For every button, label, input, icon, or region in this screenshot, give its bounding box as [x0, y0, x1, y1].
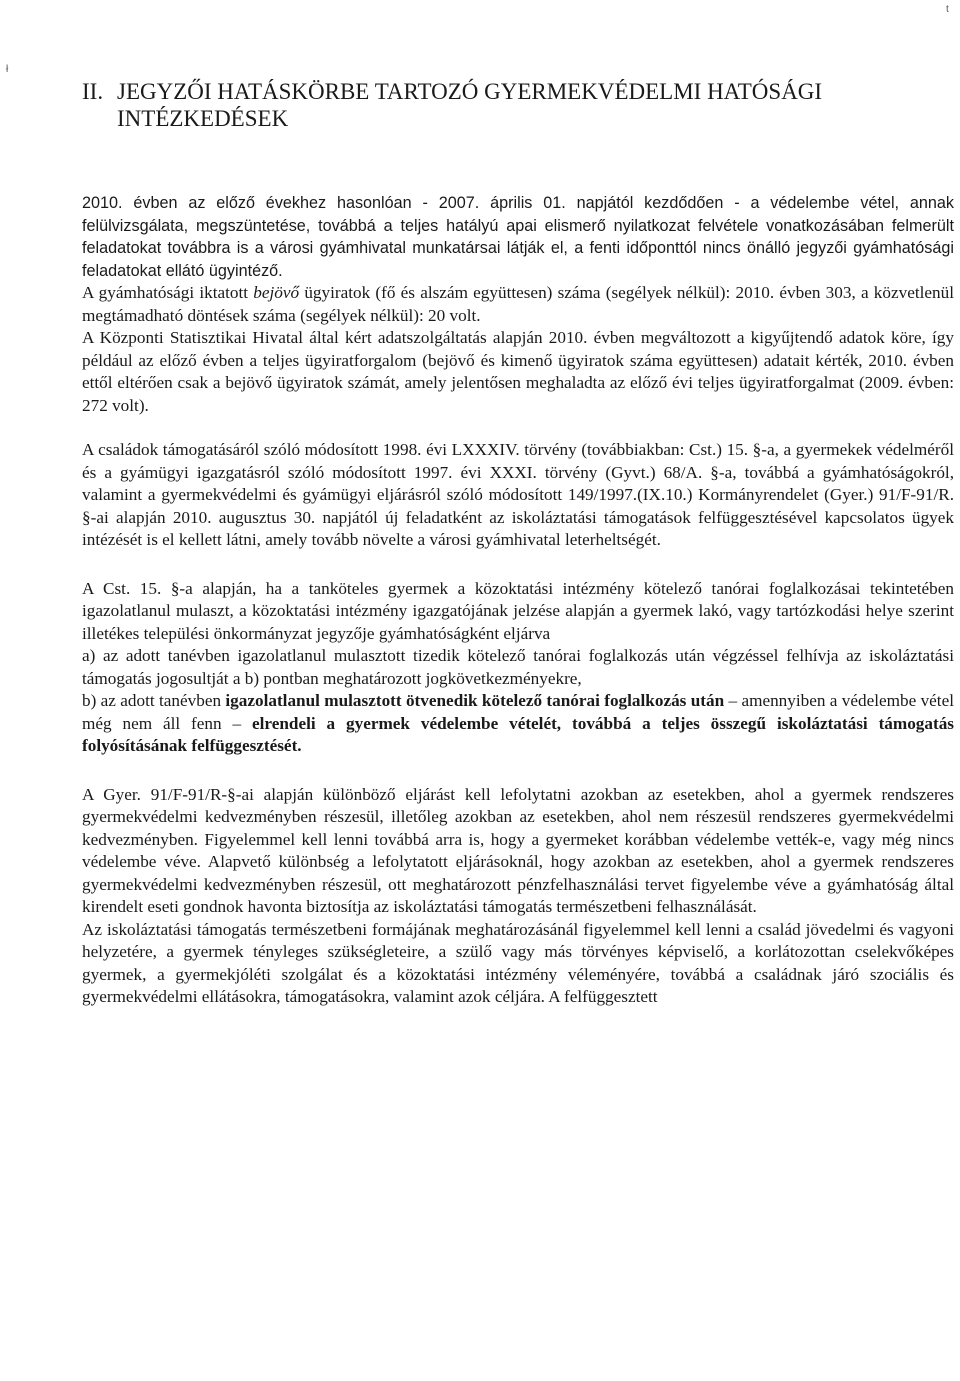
- page-margin-mark: ł: [6, 64, 9, 75]
- page-corner-mark: t: [946, 4, 949, 15]
- paragraph-in-kind-support: Az iskoláztatási támogatás természetbeni formájának meghatározásánál figyelemmel kell lenni a család jövedelmi és vagyoni helyzetére, a gyermek tényleges szükségleteire, a szülő vagy más törvényes képviselő, a korlátozottan cselekvőképes gyermek, a gyermekjóléti szolgálat és a közoktatási intézmény véleményére, továbbá a családnak járó szociális és gyermekvédelmi ellátásokra, támogatásokra, valamint azok céljára. A felfüggesztett: [82, 919, 954, 1006]
- paragraph-cst-15: A Cst. 15. §-a alapján, ha a tanköteles gyermek a közoktatási intézmény kötelező tanórai foglalkozásai tekintetében igazolatlanul mulaszt, a közoktatási intézmény igazgatójának jelzése alapján a gyermek lakó, vagy tartózkodási helye szerint illetékes települési önkormányzat jegyzője gyámhatóságként eljárva: [82, 578, 954, 643]
- section-number: II.: [82, 79, 104, 104]
- paragraph-procedure: A Gyer. 91/F-91/R-§-ai alapján különböző eljárást kell lefolytatni azokban az esetekben, ahol a gyermek rendszeres gyermekvédelmi kedvezményben részesül, illetőleg azokban az esetekben, ahol nem részesül rendszeres gyermekvédelmi kedvezményben. Figyelemmel kell lenni továbbá arra is, hogy a gyermeket korábban védelembe vették-e, vagy még nincs védelembe véve. Alapvető különbség a lefolytatott eljárásoknál, hogy azokban az esetekben, ahol a gyermek rendszeres gyermekvédelmi kedvezményben részesül, ott meghatározott pénzfelhasználási tervet figyelembe véve a gyámhatóság által kirendelt eseti gondnok havonta biztosítja az iskoláztatási támogatás természetbeni felhasználását.: [82, 784, 954, 916]
- section-title: JEGYZŐI HATÁSKÖRBE TARTOZÓ GYERMEKVÉDELMI HATÓSÁGI INTÉZKEDÉSEK: [117, 79, 823, 131]
- section-heading: [82, 78, 954, 132]
- paragraph-point-b: b) az adott tanévben igazolatlanul mulasztott ötvenedik kötelező tanórai foglalkozás után – amennyiben a védelembe vétel még nem áll fenn – elrendeli a gyermek védelembe vételét, továbbá a teljes összegű iskoláztatási támogatás folyósításának felfüggesztését.: [82, 691, 954, 755]
- bold-protection: elrendeli a gyermek védelembe vételét, továbbá a teljes összegű iskoláztatási támogatás folyósításának felfüggesztését.: [82, 713, 954, 755]
- paragraph-case-count: A gyámhatósági iktatott bejövő ügyiratok (fő és alszám együttesen) száma (segélyek nélkül): 2010. évben 303, a közvetlenül megtámadható döntések száma (segélyek nélkül): 20 volt.: [82, 283, 954, 325]
- paragraph-statistics: A Központi Statisztikai Hivatal által kért adatszolgáltatás alapján 2010. évben megváltozott a kigyűjtendő adatok köre, így például az előző évben a teljes ügyiratforgalom (bejövő és kimenő ügyiratok száma együttesen) adatait kérték, 2010. évben ettől eltérően csak a bejövő ügyiratok számát, amely jelentősen meghaladta az előző évi teljes ügyiratforgalmat (2009. évben: 272 volt).: [82, 328, 954, 415]
- bold-absence: igazolatlanul mulasztott ötvenedik kötelező tanórai foglalkozás után: [225, 691, 725, 710]
- paragraph-point-a: a) az adott tanévben igazolatlanul mulasztott tizedik kötelező tanórai foglalkozás után végzéssel felhívja az iskoláztatási támogatás jogosultját a b) pontban meghatározott jogkövetkezményekre,: [82, 646, 954, 688]
- paragraph-intro: 2010. évben az előző évekhez hasonlóan - 2007. április 01. napjától kezdődően - a védelembe vétel, annak felülvizsgálata, megszüntetése, továbbá a teljes hatályú apai elismerő nyilatkozat felvétele vonatkozásában felmerült feladatokat továbbra is a városi gyámhivatal munkatársai látják el, a fenti időponttól nincs önálló jegyzői gyámhatósági feladatokat ellátó ügyintéző.: [82, 194, 954, 280]
- paragraph-legal-basis: A családok támogatásáról szóló módosított 1998. évi LXXXIV. törvény (továbbiakban: Cst.) 15. §-a, a gyermekek védelméről és a gyámügyi igazgatásról szóló módosított 1997. évi XXXI. törvény (Gyvt.) 68/A. §-a, továbbá a gyámhatóságokról, valamint a gyermekvédelmi és gyámügyi eljárásról szóló módosított 149/1997.(IX.10.) Kormányrendelet (Gyer.) 91/F-91/R. §-ai alapján 2010. augusztus 30. napjától új feladatként az iskoláztatási támogatások felfüggesztésével kapcsolatos ügyek intézését is el kellett látni, amely tovább növelte a városi gyámhivatal leterheltségét.: [82, 440, 954, 549]
- document-page: [82, 78, 954, 1009]
- emphasis-incoming: bejövő: [253, 283, 300, 302]
